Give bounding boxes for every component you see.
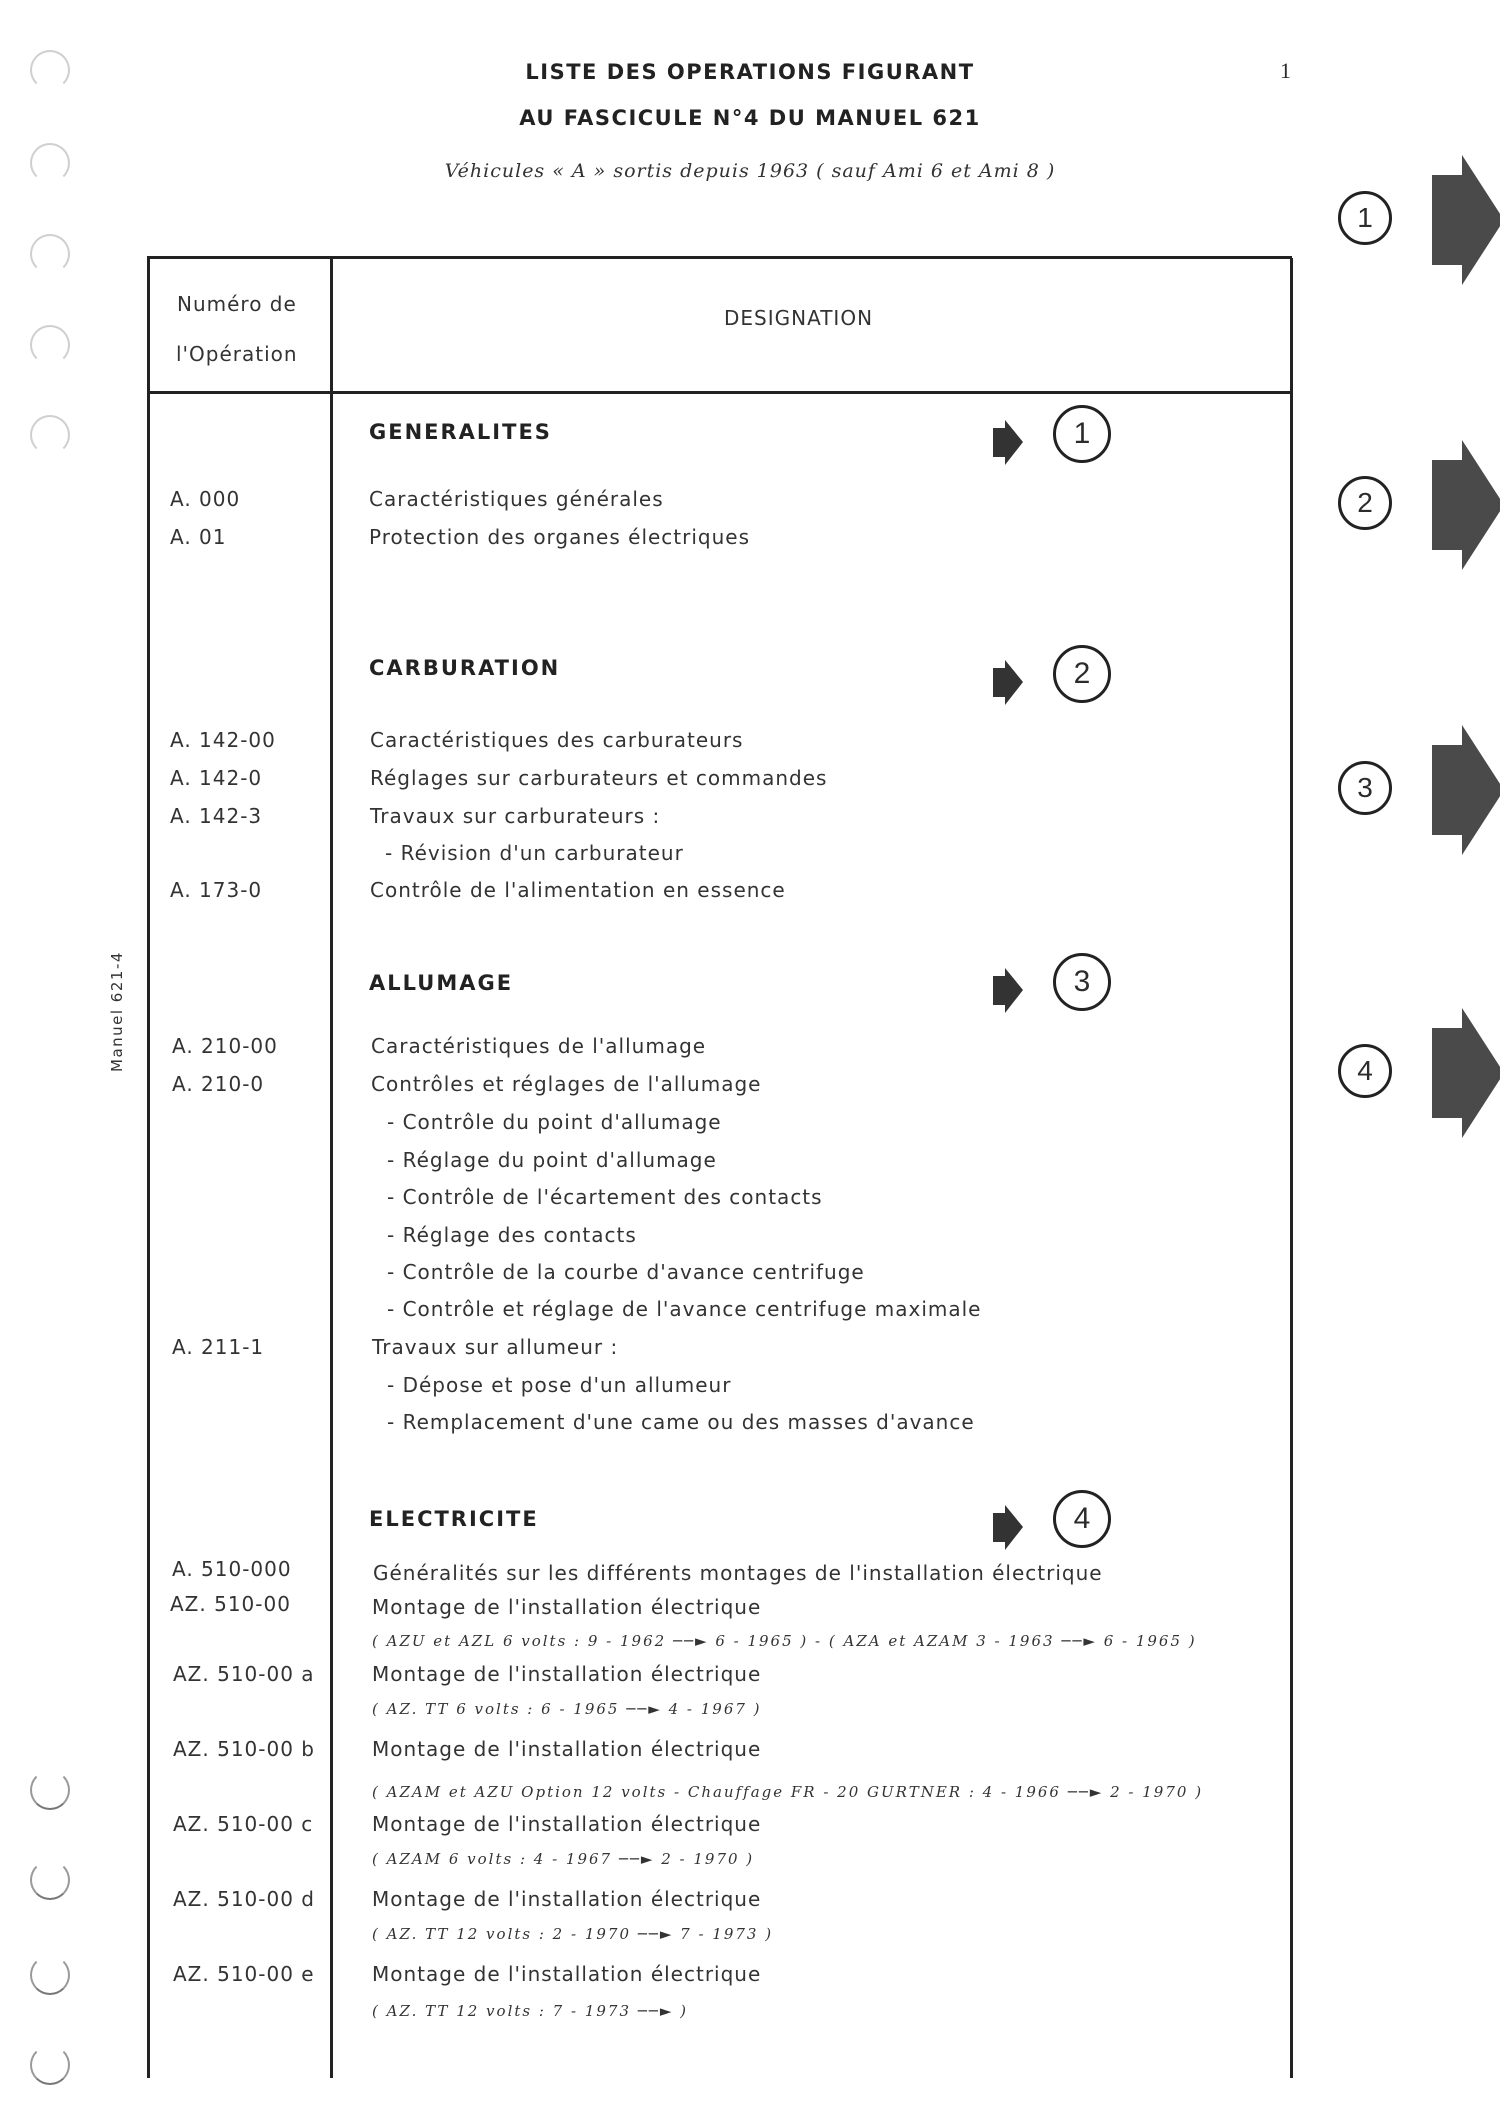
table-right-border [1290, 258, 1293, 2078]
operation-code: AZ. 510-00 d [173, 1887, 315, 1911]
section-marker-3 [993, 953, 1113, 1013]
operation-designation: Caractéristiques générales [369, 487, 664, 511]
table-header-divider [147, 391, 1292, 394]
operation-code: AZ. 510-00 [170, 1592, 291, 1616]
side-tab-4[interactable] [1338, 1008, 1500, 1138]
pointer-arrow-icon [993, 420, 1023, 465]
operation-code: A. 173-0 [170, 878, 263, 902]
operation-designation: Montage de l'installation électrique [372, 1737, 762, 1761]
operation-code: A. 210-0 [172, 1072, 265, 1096]
vehicle-range-note: ( AZ. TT 12 volts : 7 - 1973 ──► ) [372, 2002, 688, 2020]
operation-code: A. 210-00 [172, 1034, 278, 1058]
operation-subitem: - Révision d'un carburateur [385, 841, 684, 865]
vehicle-range-note: ( AZU et AZL 6 volts : 9 - 1962 ──► 6 - 1965 ) - ( AZA et AZAM 3 - 1963 ──► 6 - 1965 ) [372, 1632, 1197, 1650]
tab-number: 2 [1338, 476, 1392, 530]
vehicle-range-note: ( AZAM 6 volts : 4 - 1967 ──► 2 - 1970 ) [372, 1850, 755, 1868]
operation-designation: Réglages sur carburateurs et commandes [370, 766, 828, 790]
pointer-arrow-icon [993, 1505, 1023, 1550]
binder-hole [30, 1860, 70, 1900]
operation-code: AZ. 510-00 c [173, 1812, 314, 1836]
marker-number: 1 [1053, 405, 1111, 463]
operation-subitem: - Remplacement d'une came ou des masses d'avance [387, 1410, 975, 1434]
operation-subitem: - Réglage du point d'allumage [387, 1148, 717, 1172]
col-header-designation: DESIGNATION [724, 306, 874, 330]
tab-number: 4 [1338, 1044, 1392, 1098]
operation-subitem: - Contrôle du point d'allumage [387, 1110, 722, 1134]
binder-hole [30, 1770, 70, 1810]
operation-subitem: - Dépose et pose d'un allumeur [387, 1373, 732, 1397]
marker-number: 3 [1053, 953, 1111, 1011]
table-left-border [147, 258, 150, 2078]
operation-designation: Caractéristiques des carburateurs [370, 728, 744, 752]
col-header-operation: l'Opération [176, 342, 298, 366]
operation-designation: Protection des organes électriques [369, 525, 751, 549]
operation-code: A. 000 [170, 487, 241, 511]
section-title-electricite: ELECTRICITE [369, 1507, 539, 1531]
operation-designation: Travaux sur carburateurs : [370, 804, 661, 828]
vehicle-range-note: ( AZ. TT 6 volts : 6 - 1965 ──► 4 - 1967 ) [372, 1700, 762, 1718]
operation-code: A. 142-0 [170, 766, 263, 790]
operation-code: A. 142-3 [170, 804, 263, 828]
tab-arrow-icon [1432, 155, 1500, 285]
tab-number: 3 [1338, 761, 1392, 815]
operation-designation: Contrôles et réglages de l'allumage [371, 1072, 762, 1096]
binder-hole [30, 415, 70, 455]
operation-designation: Montage de l'installation électrique [372, 1595, 762, 1619]
table-column-divider [330, 258, 333, 2078]
operation-designation: Montage de l'installation électrique [372, 1812, 762, 1836]
operation-designation: Montage de l'installation électrique [372, 1887, 762, 1911]
pointer-arrow-icon [993, 660, 1023, 705]
table-top-border [147, 256, 1292, 259]
section-title-generalites: GENERALITES [369, 420, 552, 444]
operation-designation: Montage de l'installation électrique [372, 1662, 762, 1686]
section-marker-4 [993, 1490, 1113, 1550]
binder-hole [30, 1955, 70, 1995]
tab-arrow-icon [1432, 725, 1500, 855]
vehicle-range-note: ( AZAM et AZU Option 12 volts - Chauffage FR - 20 GURTNER : 4 - 1966 ──► 2 - 1970 ) [372, 1783, 1204, 1801]
operation-code: A. 510-000 [172, 1557, 292, 1581]
side-tab-2[interactable] [1338, 440, 1500, 570]
operation-subitem: - Réglage des contacts [387, 1223, 637, 1247]
operation-code: AZ. 510-00 a [173, 1662, 315, 1686]
page-title-line2: AU FASCICULE N°4 DU MANUEL 621 [519, 106, 981, 130]
tab-number: 1 [1338, 191, 1392, 245]
operation-designation: Caractéristiques de l'allumage [371, 1034, 707, 1058]
page-subtitle: Véhicules « A » sortis depuis 1963 ( sauf Ami 6 et Ami 8 ) [444, 160, 1056, 182]
col-header-number: Numéro de [177, 292, 297, 316]
operation-code: A. 142-00 [170, 728, 276, 752]
tab-arrow-icon [1432, 1008, 1500, 1138]
operation-designation: Travaux sur allumeur : [372, 1335, 619, 1359]
margin-manual-label: Manuel 621-4 [108, 951, 126, 1072]
operation-designation: Contrôle de l'alimentation en essence [370, 878, 786, 902]
operation-code: A. 01 [170, 525, 227, 549]
vehicle-range-note: ( AZ. TT 12 volts : 2 - 1970 ──► 7 - 1973 ) [372, 1925, 774, 1943]
page-title-line1: LISTE DES OPERATIONS FIGURANT [525, 60, 975, 84]
marker-number: 2 [1053, 645, 1111, 703]
section-title-allumage: ALLUMAGE [369, 971, 514, 995]
operation-subitem: - Contrôle et réglage de l'avance centrifuge maximale [387, 1297, 982, 1321]
section-title-carburation: CARBURATION [369, 656, 561, 680]
side-tab-3[interactable] [1338, 725, 1500, 855]
section-marker-2 [993, 645, 1113, 705]
operation-subitem: - Contrôle de la courbe d'avance centrifuge [387, 1260, 865, 1284]
operation-designation: Montage de l'installation électrique [372, 1962, 762, 1986]
side-tab-1[interactable] [1338, 155, 1500, 285]
marker-number: 4 [1053, 1490, 1111, 1548]
binder-hole [30, 2045, 70, 2085]
pointer-arrow-icon [993, 968, 1023, 1013]
tab-arrow-icon [1432, 440, 1500, 570]
operation-code: AZ. 510-00 e [173, 1962, 315, 1986]
operation-subitem: - Contrôle de l'écartement des contacts [387, 1185, 823, 1209]
section-marker-1 [993, 405, 1113, 465]
operation-code: A. 211-1 [172, 1335, 265, 1359]
page-number: 1 [1280, 58, 1291, 83]
operation-code: AZ. 510-00 b [173, 1737, 315, 1761]
binder-hole [30, 325, 70, 365]
operation-designation: Généralités sur les différents montages de l'installation électrique [373, 1561, 1103, 1585]
binder-hole [30, 234, 70, 274]
